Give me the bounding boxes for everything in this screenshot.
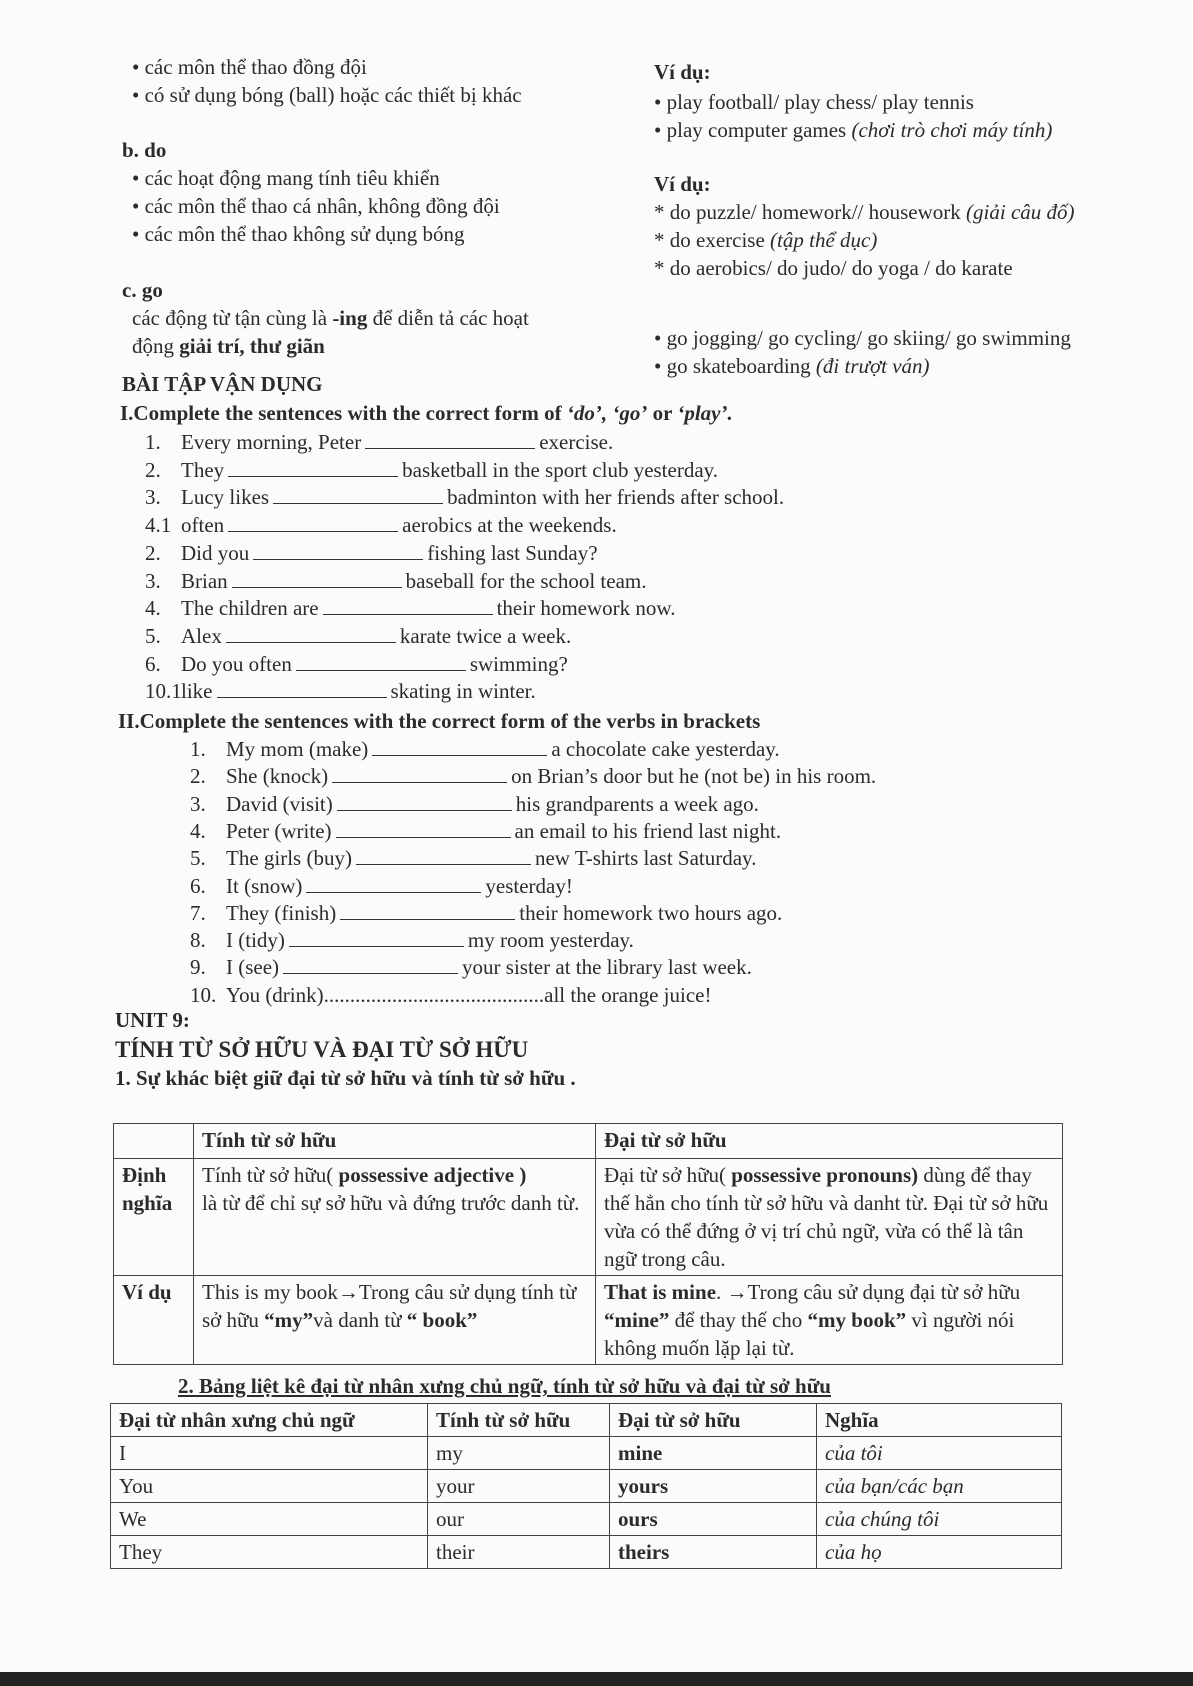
exercise-title: BÀI TẬP VẬN DỤNG	[122, 372, 323, 396]
table-cell: They	[111, 1536, 428, 1569]
item-number: 7.	[190, 900, 206, 925]
table-cell: của tôi	[817, 1437, 1062, 1470]
item-number: 2.	[145, 457, 161, 482]
item-prompt: often	[181, 513, 225, 538]
table-cell: của chúng tôi	[817, 1503, 1062, 1536]
answer-blank[interactable]	[253, 543, 423, 560]
answer-blank[interactable]	[336, 821, 511, 838]
pronoun-table	[110, 1403, 1062, 1569]
bullet-item: • các môn thể thao cá nhân, không đồng đội	[132, 194, 500, 218]
table-cell	[114, 1124, 194, 1159]
bullet-text: các môn thể thao đồng đội	[144, 55, 367, 79]
item-prompt: My mom (make)	[226, 737, 369, 761]
exercise-item	[145, 458, 718, 483]
example-label: Ví dụ:	[654, 172, 711, 196]
item-continuation: aerobics at the weekends.	[402, 513, 617, 538]
item-continuation: his grandparents a week ago.	[515, 791, 759, 816]
item-prompt: She (knock)	[226, 764, 329, 789]
item-continuation: my room yesterday.	[467, 928, 634, 953]
item-prompt: It (snow)	[226, 873, 303, 898]
answer-blank[interactable]	[337, 794, 512, 811]
exercise-item	[190, 928, 634, 953]
item-prompt: Every morning, Peter	[181, 430, 362, 454]
table-row	[111, 1536, 1062, 1569]
table-header: Tính từ sở hữu	[194, 1124, 596, 1159]
table-header: Đại từ sở hữu	[596, 1124, 1063, 1159]
item-continuation: baseball for the school team.	[405, 568, 647, 593]
bullet-text: các môn thể thao cá nhân, không đồng đội	[144, 194, 500, 218]
answer-blank[interactable]	[273, 487, 443, 504]
answer-blank[interactable]	[306, 876, 481, 893]
exercise-item	[190, 764, 876, 789]
example-do: * do aerobics/ do judo/ do yoga / do karate	[654, 256, 1013, 280]
item-prompt: The girls (buy)	[226, 846, 352, 871]
table-row	[111, 1470, 1062, 1503]
example-label: Ví dụ:	[654, 60, 711, 84]
exercise-item	[145, 541, 598, 566]
item-prompt: They (finish)	[226, 900, 337, 925]
table-cell: yours	[610, 1470, 817, 1503]
example-do: * do puzzle/ homework// housework (giải câu đố)	[654, 200, 1075, 224]
exercise-item	[190, 737, 780, 762]
bullet-text: các môn thể thao không sử dụng bóng	[144, 222, 465, 246]
table-cell: This is my book→Trong câu sử dụng tính từ sở hữu “my”và danh từ “ book”	[194, 1276, 596, 1365]
table-cell: That is mine. →Trong câu sử dụng đại từ sở hữu “mine” để thay thế cho “my book” vì người nói không muốn lặp lại từ.	[596, 1276, 1063, 1365]
item-number: 3.	[145, 485, 161, 510]
scan-edge	[0, 1672, 1193, 1686]
item-continuation: skating in winter.	[390, 679, 536, 704]
exercise-item	[145, 430, 613, 455]
item-prompt: Did you	[181, 540, 250, 565]
item-number: 8.	[190, 928, 206, 953]
item-number: 2.	[190, 764, 206, 789]
item-prompt: I (see)	[226, 955, 280, 980]
item-continuation: swimming?	[469, 651, 568, 676]
exercise-item	[145, 569, 647, 594]
item-prompt: Do you often	[181, 651, 292, 676]
item-number: 2.	[145, 540, 161, 565]
row-label: Ví dụ	[114, 1276, 194, 1365]
table-cell: their	[428, 1536, 610, 1569]
bullet-text: có sử dụng bóng (ball) hoặc các thiết bị khác	[144, 83, 522, 107]
answer-blank[interactable]	[340, 903, 515, 920]
exercise-item	[145, 596, 675, 621]
item-continuation: your sister at the library last week.	[462, 955, 752, 980]
table-cell: our	[428, 1503, 610, 1536]
bullet-item: • các môn thể thao đồng đội	[132, 55, 367, 79]
item-number: 6.	[145, 651, 161, 676]
comparison-table	[113, 1123, 1063, 1365]
item-number: 4.	[190, 818, 206, 843]
table-cell: của họ	[817, 1536, 1062, 1569]
answer-blank[interactable]	[283, 957, 458, 974]
unit-label: UNIT 9:	[115, 1008, 190, 1032]
exercise-item	[145, 513, 617, 538]
answer-blank[interactable]	[226, 626, 396, 643]
item-continuation: fishing last Sunday?	[427, 540, 598, 565]
answer-blank[interactable]	[296, 654, 466, 671]
table-cell: Đại từ sở hữu( possessive pronouns) dùng để thay thế hẳn cho tính từ sở hữu và danht từ. Đại từ sở hữu vừa có thể đứng ở vị trí chủ ngữ, vừa có thể là tân ngữ trong câu.	[596, 1159, 1063, 1276]
item-prompt: You (drink)..........................................	[226, 982, 545, 1007]
item-number: 10.1	[145, 679, 182, 704]
table-cell: your	[428, 1470, 610, 1503]
item-prompt: like	[181, 679, 213, 704]
exercise-item	[190, 983, 711, 1008]
exercise-item	[190, 819, 781, 844]
table-cell: theirs	[610, 1536, 817, 1569]
item-prompt: I (tidy)	[226, 928, 285, 953]
exercise-item	[190, 901, 782, 926]
exercise-item	[145, 679, 536, 704]
table-row	[111, 1503, 1062, 1536]
table-row	[111, 1404, 1062, 1437]
answer-blank[interactable]	[323, 598, 493, 615]
bullet-item: • có sử dụng bóng (ball) hoặc các thiết bị khác	[132, 83, 522, 107]
table-cell: I	[111, 1437, 428, 1470]
table-cell: ours	[610, 1503, 817, 1536]
exercise1-title: I.Complete the sentences with the correct form of ‘do’, ‘go’ or ‘play’.	[120, 401, 733, 425]
heading-go: c. go	[122, 278, 163, 302]
go-rule-line2: động giải trí, thư giãn	[132, 334, 325, 358]
table-row	[114, 1276, 1063, 1365]
table-header: Tính từ sở hữu	[428, 1404, 610, 1437]
exercise-item	[190, 792, 759, 817]
table-cell: We	[111, 1503, 428, 1536]
item-prompt: Alex	[181, 623, 222, 648]
answer-blank[interactable]	[372, 739, 547, 756]
table-header: Đại từ nhân xưng chủ ngữ	[111, 1404, 428, 1437]
answer-blank[interactable]	[217, 681, 387, 698]
item-prompt: Peter (write)	[226, 818, 332, 843]
item-number: 1.	[145, 430, 161, 454]
item-number: 9.	[190, 955, 206, 980]
table-row	[111, 1437, 1062, 1470]
unit-title: TÍNH TỪ SỞ HỮU VÀ ĐẠI TỪ SỞ HỮU	[115, 1037, 529, 1062]
item-prompt: They	[181, 457, 225, 482]
exercise2-title: II.Complete the sentences with the correct form of the verbs in brackets	[118, 709, 761, 733]
answer-blank[interactable]	[332, 766, 507, 783]
go-rule-line1: các động từ tận cùng là -ing để diễn tả các hoạt	[132, 306, 529, 330]
item-prompt: David (visit)	[226, 791, 333, 816]
table-cell: Tính từ sở hữu( possessive adjective ) là từ để chỉ sự sở hữu và đứng trước danh từ.	[194, 1159, 596, 1276]
exercise-item	[190, 846, 756, 871]
item-continuation: on Brian’s door but he (not be) in his room.	[511, 764, 877, 789]
row-label: Định nghĩa	[114, 1159, 194, 1276]
exercise-item	[145, 624, 571, 649]
item-number: 5.	[145, 623, 161, 648]
item-number: 5.	[190, 846, 206, 871]
example-go: • go jogging/ go cycling/ go skiing/ go swimming	[654, 326, 1071, 350]
exercise-item	[145, 485, 784, 510]
item-continuation: basketball in the sport club yesterday.	[402, 457, 719, 482]
item-number: 1.	[190, 737, 206, 761]
item-prompt: Lucy likes	[181, 485, 270, 510]
item-continuation: their homework two hours ago.	[519, 900, 783, 925]
table-row	[114, 1124, 1063, 1159]
item-continuation: yesterday!	[485, 873, 573, 898]
item-continuation: all the orange juice!	[544, 982, 712, 1007]
item-prompt: Brian	[181, 568, 228, 593]
exercise-item	[190, 955, 752, 980]
item-number: 10.	[190, 982, 217, 1007]
section2-title: 2. Bảng liệt kê đại từ nhân xưng chủ ngữ, tính từ sở hữu và đại từ sở hữu	[178, 1374, 831, 1398]
table-cell: mine	[610, 1437, 817, 1470]
table-cell: của bạn/các bạn	[817, 1470, 1062, 1503]
item-number: 4.	[145, 596, 161, 621]
answer-blank[interactable]	[232, 571, 402, 588]
item-continuation: badminton with her friends after school.	[447, 485, 785, 510]
bullet-item: • các hoạt động mang tính tiêu khiển	[132, 166, 440, 190]
exercise-item	[190, 874, 573, 899]
item-continuation: new T-shirts last Saturday.	[534, 846, 757, 871]
item-continuation: exercise.	[539, 430, 614, 454]
item-continuation: their homework now.	[496, 596, 676, 621]
item-number: 3.	[145, 568, 161, 593]
example-go: • go skateboarding (đi trượt ván)	[654, 354, 930, 378]
bullet-item: • các môn thể thao không sử dụng bóng	[132, 222, 465, 246]
item-continuation: an email to his friend last night.	[514, 818, 782, 843]
example-play: • play football/ play chess/ play tennis	[654, 90, 974, 114]
answer-blank[interactable]	[228, 515, 398, 532]
item-number: 3.	[190, 791, 206, 816]
item-number: 6.	[190, 873, 206, 898]
item-continuation: karate twice a week.	[399, 623, 572, 648]
item-prompt: The children are	[181, 596, 319, 621]
table-row	[114, 1159, 1063, 1276]
bullet-text: các hoạt động mang tính tiêu khiển	[144, 166, 440, 190]
example-play-games: • play computer games (chơi trò chơi máy tính)	[654, 118, 1053, 142]
answer-blank[interactable]	[365, 432, 535, 449]
heading-do: b. do	[122, 138, 167, 162]
table-cell: You	[111, 1470, 428, 1503]
example-do: * do exercise (tập thể dục)	[654, 228, 878, 252]
section1-title: 1. Sự khác biệt giữ đại từ sở hữu và tính từ sở hữu .	[115, 1066, 576, 1090]
table-header: Đại từ sở hữu	[610, 1404, 817, 1437]
item-continuation: a chocolate cake yesterday.	[551, 737, 780, 761]
exercise-item	[145, 652, 568, 677]
answer-blank[interactable]	[356, 848, 531, 865]
table-header: Nghĩa	[817, 1404, 1062, 1437]
answer-blank[interactable]	[289, 930, 464, 947]
item-number: 4.1	[145, 513, 172, 538]
answer-blank[interactable]	[228, 460, 398, 477]
table-cell: my	[428, 1437, 610, 1470]
